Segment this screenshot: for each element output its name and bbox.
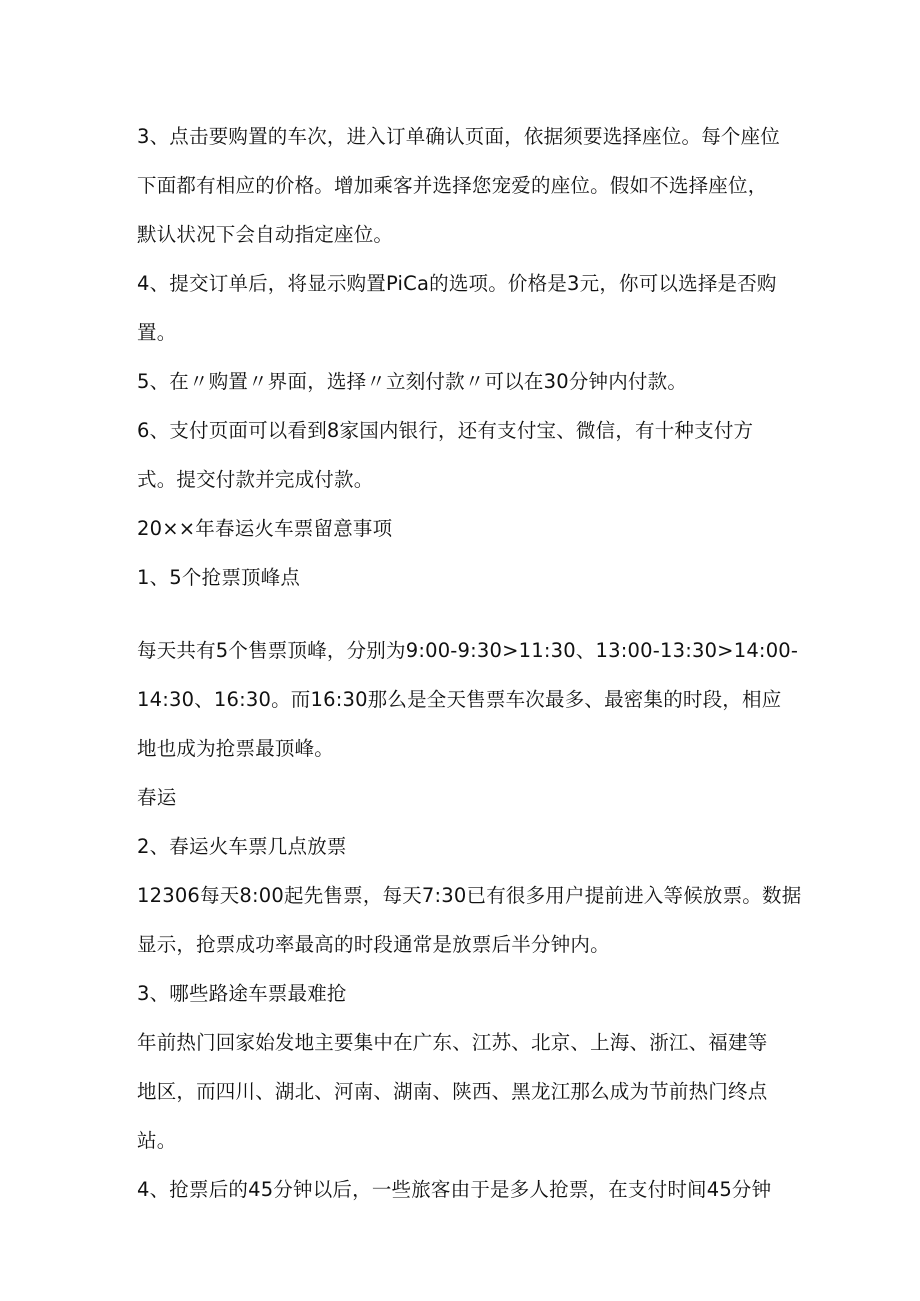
section-heading: 20××年春运火车票留意事项 xyxy=(137,517,393,540)
text-line: 春运 xyxy=(137,786,177,809)
spacer xyxy=(137,602,787,626)
text-line: 式。提交付款并完成付款。 xyxy=(137,468,374,491)
text-line: 4、抢票后的45分钟以后，一些旅客由于是多人抢票，在支付时间45分钟 xyxy=(137,1178,772,1201)
text-line: 地区，而四川、湖北、河南、湖南、陕西、黑龙江那么成为节前热门终点 xyxy=(137,1080,768,1103)
text-line: 年前热门回家始发地主要集中在广东、江苏、北京、上海、浙江、福建等 xyxy=(137,1031,768,1054)
text-line: 6、支付页面可以看到8家国内银行，还有支付宝、微信，有十种支付方 xyxy=(137,419,754,442)
text-line: 显示，抢票成功率最高的时段通常是放票后半分钟内。 xyxy=(137,933,610,956)
text-line: 默认状况下会自动指定座位。 xyxy=(137,223,394,246)
document-body xyxy=(137,112,802,1214)
text-line: 每天共有5个售票顶峰，分别为9:00-9:30>11:30、13:00-13:30>14:00- xyxy=(137,639,799,662)
subheading: 1、5个抢票顶峰点 xyxy=(137,566,301,589)
text-line: 14:30、16:30。而16:30那么是全天售票车次最多、最密集的时段，相应 xyxy=(137,688,782,711)
text-line: 4、提交订单后，将显示购置PiCa的选项。价格是3元，你可以选择是否购 xyxy=(137,272,777,295)
text-line: 地也成为抢票最顶峰。 xyxy=(137,737,335,760)
text-line: 3、点击要购置的车次，进入订单确认页面，依据须要选择座位。每个座位 xyxy=(137,125,781,148)
text-line: 置。 xyxy=(137,321,177,344)
text-line: 12306每天8:00起先售票，每天7:30已有很多用户提前进入等候放票。数据 xyxy=(137,884,802,907)
subheading: 3、哪些路途车票最难抢 xyxy=(137,982,347,1005)
text-line: 站。 xyxy=(137,1129,177,1152)
text-line: 5、在〃购置〃界面，选择〃立刻付款〃可以在30分钟内付款。 xyxy=(137,370,688,393)
text-line: 下面都有相应的价格。增加乘客并选择您宠爱的座位。假如不选择座位， xyxy=(137,174,768,197)
subheading: 2、春运火车票几点放票 xyxy=(137,835,347,858)
